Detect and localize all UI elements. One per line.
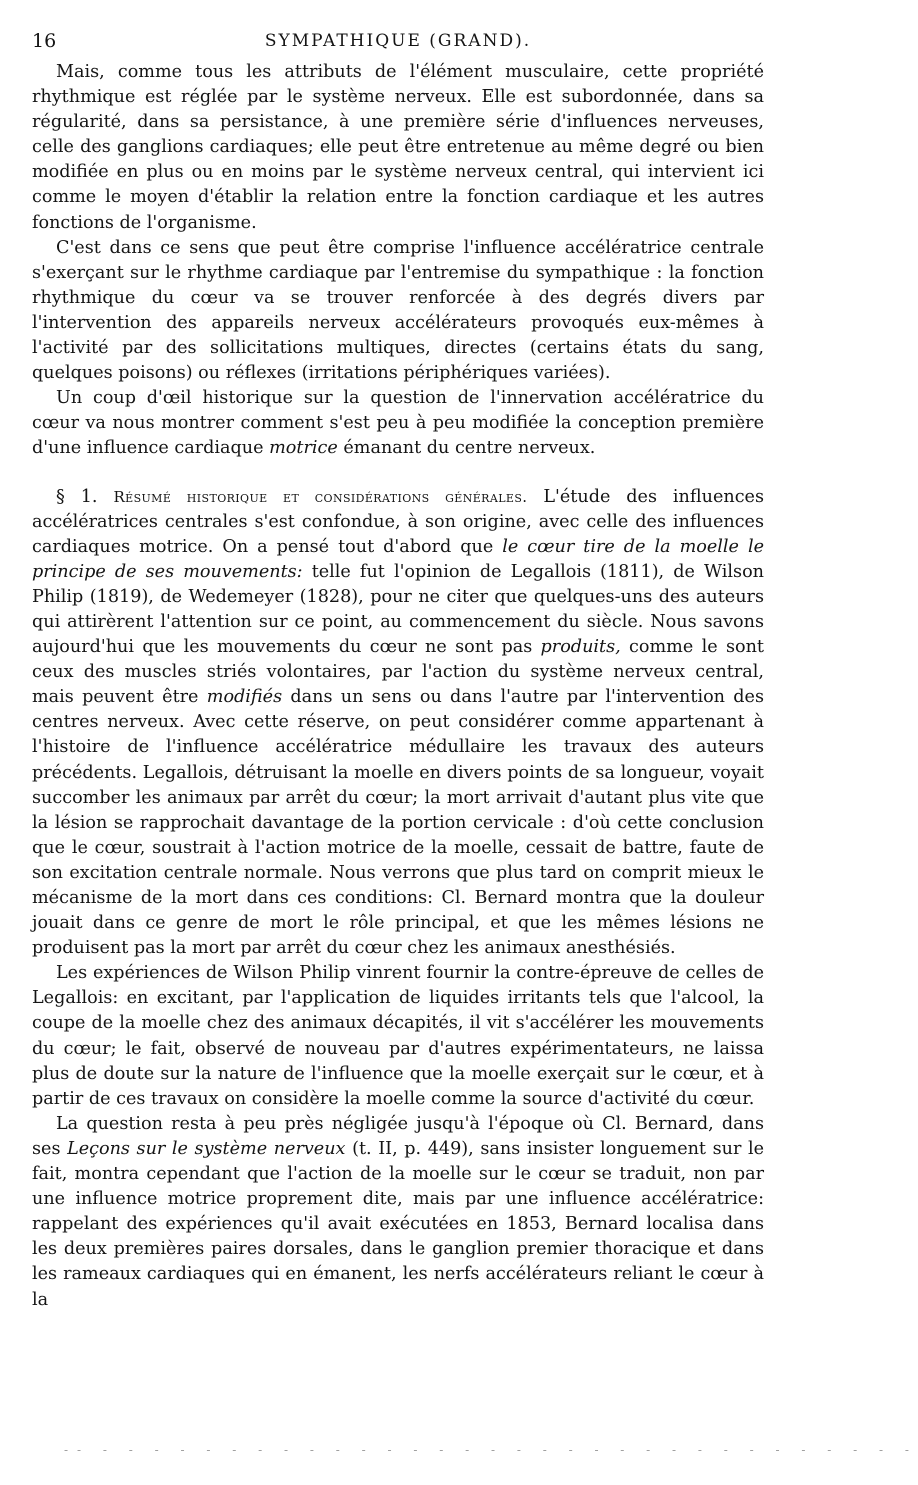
page-number: 16 bbox=[32, 30, 57, 52]
paragraph-6-emphasis: Leçons sur le système nerveux bbox=[67, 1138, 346, 1159]
section-text-b: telle fut l'opinion de Legallois (1811), de Wilson Philip (1819), de Wedemeyer (1828), pour ne citer que quelques-uns des auteurs qui attirèrent l'attention sur ce point, au commencement du siècle. Nous savons aujourd'hui que les mouvements du cœur ne sont pas bbox=[32, 561, 764, 658]
section-emphasis-2: produits, bbox=[540, 637, 621, 658]
paragraph-3-text-b: émanant du centre nerveux. bbox=[337, 438, 596, 459]
paragraph-6 bbox=[32, 1112, 764, 1313]
paragraph-3 bbox=[32, 386, 764, 461]
section-1-paragraph bbox=[32, 485, 764, 962]
paragraph-3-text-a: Un coup d'œil historique sur la question de l'innervation accélératrice du cœur va nous montrer comment s'est peu à peu modifiée la conception première d'une influence cardiaque bbox=[32, 388, 764, 459]
section-number: § 1. bbox=[56, 486, 98, 507]
section-text-d: dans un sens ou dans l'autre par l'intervention des centres nerveux. Avec cette réserve, on peut considérer comme appartenant à l'histoire de l'influence accélératrice médullaire les travaux des auteurs précédents. Legallois, détruisant la moelle en divers points de sa longueur, voyait succomber les animaux par arrêt du cœur; la mort arrivait d'autant plus vite que la lésion se rapprochait davantage de la portion cervicale : d'où cette conclusion que le cœur, soustrait à l'action motrice de la moelle, cessait de battre, faute de son excitation centrale normale. Nous verrons que plus tard on comprit mieux le mécanisme de la mort dans ces conditions: Cl. Bernard montra que la douleur jouait dans ce genre de mort le rôle principal, et que les mêmes lésions ne produisent pas la mort par arrêt du cœur chez les animaux anesthésiés. bbox=[32, 687, 764, 959]
running-title: SYMPATHIQUE (GRAND). bbox=[264, 31, 532, 51]
section-heading: Résumé historique et considérations générales. bbox=[113, 487, 528, 506]
footer-dash-line: -- - - - - - - - - - - - - - - - - - - - - - - - - - - - - - - - - bbox=[64, 1443, 918, 1457]
paragraph-1: Mais, comme tous les attributs de l'élément musculaire, cette propriété rhythmique est réglée par le système nerveux. Elle est subordonnée, dans sa régularité, dans sa persistance, à une première série d'influences nerveuses, celle des ganglions cardiaques; elle peut être entretenue au même degré ou bien modifiée en plus ou en moins par le système nerveux central, qui intervient ici comme le moyen d'établir la relation entre la fonction cardiaque et les autres fonctions de l'organisme. bbox=[32, 62, 764, 233]
section-text-a: L'étude des influences accélératrices centrales s'est confondue, à son origine, avec celle des influences cardiaques motrice. On a pensé tout d'abord que bbox=[32, 486, 764, 557]
paragraph-3-emphasis: motrice bbox=[269, 438, 338, 459]
book-page bbox=[32, 30, 764, 1313]
body-text bbox=[32, 60, 764, 1313]
paragraph-2: C'est dans ce sens que peut être comprise l'influence accélératrice centrale s'exerçant sur le rhythme cardiaque par l'entremise du sympathique : la fonction rhythmique du cœur va se trouver renforcée à des degrés divers par l'intervention des appareils nerveux accélérateurs provoqués eux-mêmes à l'activité par des sollicitations multiques, directes (certains états du sang, quelques poisons) ou réflexes (irritations périphériques variées). bbox=[32, 237, 764, 384]
section-emphasis-1: le cœur tire de la moelle le principe de ses mouvements: bbox=[32, 536, 764, 582]
section-text-c: comme le sont ceux des muscles striés volontaires, par l'action du système nerveux central, mais peuvent être bbox=[32, 637, 764, 708]
paragraph-6-text-a: La question resta à peu près négligée jusqu'à l'époque où Cl. Bernard, dans ses bbox=[32, 1113, 764, 1159]
paragraph-5: Les expériences de Wilson Philip vinrent fournir la contre-épreuve de celles de Legallois: en excitant, par l'application de liquides irritants tels que l'alcool, la coupe de la moelle chez des animaux décapités, il vit s'accélérer les mouvements du cœur; le fait, observé de nouveau par d'autres expérimentateurs, ne laissa plus de doute sur la nature de l'influence que la moelle exerçait sur le cœur, et à partir de ces travaux on considère la moelle comme la source d'activité du cœur. bbox=[32, 963, 764, 1109]
section-emphasis-3: modifiés bbox=[206, 687, 283, 708]
page-header bbox=[32, 30, 764, 60]
paragraph-6-text-b: (t. II, p. 449), sans insister longuement sur le fait, montra cependant que l'action de la moelle sur le cœur se traduit, non par une influence motrice proprement dite, mais par une influence accélératrice: rappelant des expériences qu'il avait exécutées en 1853, Bernard localisa dans les deux premières paires dorsales, dans le ganglion premier thoracique et dans les rameaux cardiaques qui en émanent, les nerfs accélérateurs reliant le cœur à la bbox=[32, 1138, 764, 1310]
